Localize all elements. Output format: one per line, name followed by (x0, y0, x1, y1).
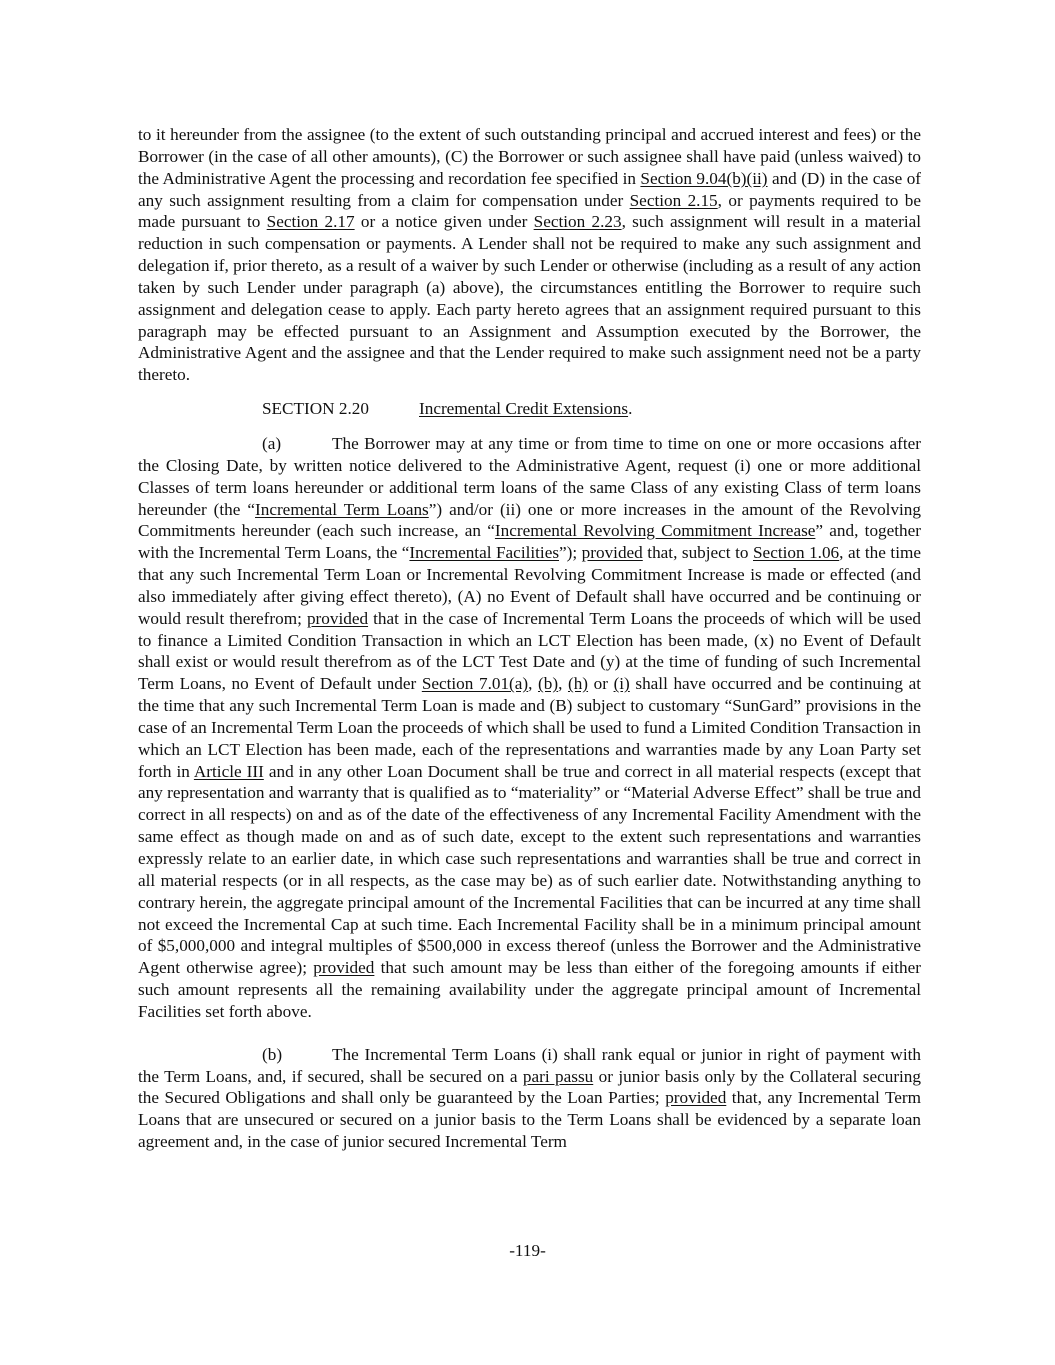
text-run: shall have occurred and be continuing at the time that any such Incremental Term Loan is made and (B) subject to customary “SunGard” provisions in the case of an Incremental Term Loan the proceeds of which shall be used to fund a Limited Condition Transaction in which an LCT Election has been made, each of the representations and warranties made by any Loan Party set forth in (138, 674, 921, 781)
proviso-term: provided (581, 543, 643, 563)
section-number: SECTION 2.20 (262, 399, 369, 419)
text-run: ” and, together with the Incremental Term Loans, the “ (138, 521, 921, 563)
section-reference: Section 2.23 (533, 212, 622, 232)
text-run: , at the time that any such Incremental Term Loan or Incremental Revolving Commitment Increase is made or effected (and also immediately after giving effect thereto), (A) no Event of Default shall have occurred and be continuing or would result therefrom; (138, 543, 921, 628)
section-reference: (i) (613, 674, 630, 694)
proviso-term: provided (665, 1088, 727, 1108)
section-reference: (b) (538, 674, 559, 694)
section-reference: Section 9.04(b)(ii) (640, 168, 768, 188)
section-heading (138, 398, 921, 420)
section-reference: (h) (567, 674, 589, 694)
defined-term: pari passu (522, 1066, 594, 1086)
section-reference: Section 1.06 (753, 543, 840, 563)
text-run: , (528, 674, 539, 694)
text-run: that, any Incremental Term Loans that are unsecured or secured on a junior basis to the Term Loans shall be evidenced by a separate loan agreement and, in the case of junior secured Incremental Term (138, 1088, 921, 1152)
text-run: and in any other Loan Document shall be true and correct in all material respects (except that any representation and warranty that is qualified as to “materiality” or “Material Adverse Effect” shall be true and correct in all respects) on and as of the date of the effectiveness of any Incremental Facility Amendment with the same effect as though made on and as of such date, except to the extent such representations and warranties expressly relate to an earlier date, in which case such representations and warranties shall be true and correct in all material respects (or in all respects, as the case may be) as of such earlier date. Notwithstanding anything to contrary herein, the aggregate principal amount of the Incremental Facilities that can be incurred at any time shall not exceed the Incremental Cap at such time. Each Incremental Facility shall be in a minimum principal amount of $5,000,000 and integral multiples of $500,000 in excess thereof (unless the Borrower and the Administrative Agent otherwise agree); (138, 761, 921, 978)
carryover-paragraph (138, 124, 921, 386)
text-run: , (558, 674, 568, 694)
text-run: ”); (559, 543, 582, 563)
section-title-period: . (628, 399, 633, 419)
text-run: or junior basis only by the Collateral securing the Secured Obligations and shall only be guaranteed by the Loan Parties; (138, 1066, 921, 1108)
text-run: or a notice given under (354, 212, 534, 232)
defined-term: Incremental Term Loans (255, 499, 429, 519)
text-run: The Incremental Term Loans (i) shall rank equal or junior in right of payment with the Term Loans, and, if secured, shall be secured on a (138, 1044, 921, 1086)
paragraph-label: (a) (262, 433, 282, 453)
paragraph-b (138, 1044, 921, 1153)
page-number: -119- (509, 1241, 546, 1260)
text-run: that such amount may be less than either of the foregoing amounts if either such amount represents all the remaining availability under the aggregate principal amount of Incremental Facilities set forth above. (138, 958, 921, 1021)
text-run: to it hereunder from the assignee (to the extent of such outstanding principal and accrued interest and fees) or the Borrower (in the case of all other amounts), (C) the Borrower or such assignee shall have paid (unless waived) to the Administrative Agent the processing and recordation fee specified in (138, 125, 921, 188)
section-reference: Article III (193, 761, 264, 781)
text-run: or (588, 674, 614, 694)
paragraph-a (138, 433, 921, 1023)
text-run: , or payments required to be made pursuant to (138, 190, 921, 232)
section-reference: Section 2.17 (266, 212, 355, 232)
paragraph-label: (b) (262, 1044, 283, 1064)
proviso-term: provided (306, 608, 369, 628)
proviso-term: provided (313, 958, 375, 978)
text-run: that, subject to (642, 543, 753, 563)
defined-term: Incremental Facilities (409, 543, 560, 563)
section-title: Incremental Credit Extensions (419, 399, 629, 419)
section-reference: Section 2.15 (629, 190, 718, 210)
text-run: ”) and/or (ii) one or more increases in the amount of the Revolving Commitments hereunder (each such increase, an “ (138, 499, 921, 541)
text-run: , such assignment will result in a material reduction in such compensation or payments. A Lender shall not be required to make any such assignment and delegation if, prior thereto, as a result of a waiver by such Lender or otherwise (including as a result of any action taken by such Lender under paragraph (a) above), the circumstances entitling the Borrower to require such assignment and delegation cease to apply. Each party hereto agrees that an assignment required pursuant to this paragraph may be effected pursuant to an Assignment and Assumption executed by the Borrower, the Administrative Agent and the assignee and that the Lender required to make such assignment need not be a party thereto. (138, 212, 921, 385)
text-run: and (D) in the case of any such assignment resulting from a claim for compensation under (138, 168, 922, 210)
text-run: The Borrower may at any time or from time to time on one or more occasions after the Closing Date, by written notice delivered to the Administrative Agent, request (i) one or more additional Classes of term loans hereunder or additional term loans of the same Class of any existing Class of term loans hereunder (the “ (138, 433, 921, 519)
text-run: that in the case of Incremental Term Loans the proceeds of which will be used to finance a Limited Condition Transaction in which an LCT Election has been made, (x) no Event of Default shall exist or would result therefrom as of the LCT Test Date and (y) at the time of funding of such Incremental Term Loans, no Event of Default under (138, 608, 921, 694)
document-page (138, 124, 921, 1153)
defined-term: Incremental Revolving Commitment Increase (494, 521, 816, 541)
section-reference: Section 7.01(a) (421, 674, 529, 694)
